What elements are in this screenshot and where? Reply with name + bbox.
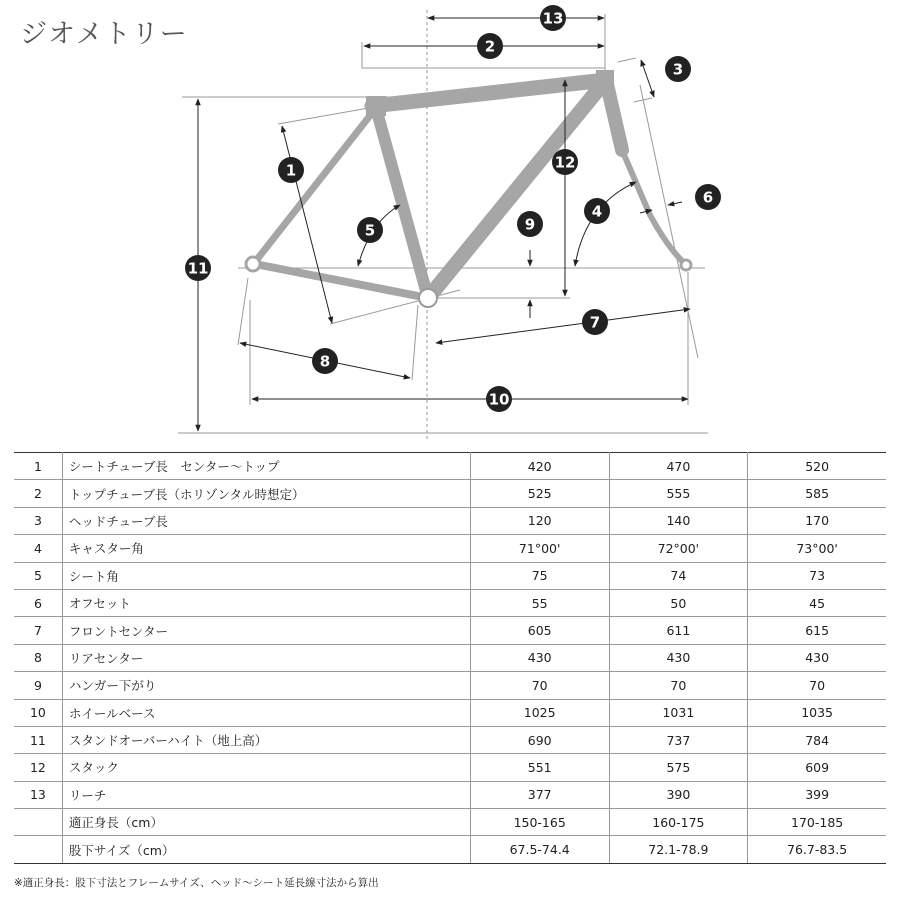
geometry-table [14,452,886,864]
size-2-value: 74 [609,562,748,589]
badge-6 [695,184,721,210]
table-row [14,617,886,644]
size-1-value: 551 [470,754,609,781]
size-3-value: 170 [748,507,886,534]
table-row [14,836,886,863]
size-2-value: 70 [609,672,748,699]
row-label: ハンガー下がり [62,672,470,699]
row-label: ヘッドチューブ長 [62,507,470,534]
size-3-value: 70 [748,672,886,699]
size-2-value: 737 [609,726,748,753]
size-2-value: 555 [609,480,748,507]
row-number: 3 [14,507,62,534]
table-row [14,644,886,671]
row-number: 13 [14,781,62,808]
footnote: ※適正身長：股下寸法とフレームサイズ、ヘッド〜シート延長線寸法から算出 [14,877,379,889]
size-1-value: 377 [470,781,609,808]
table-row [14,809,886,836]
badge-11-label: 11 [187,259,209,278]
row-number: 9 [14,672,62,699]
size-2-value: 611 [609,617,748,644]
badge-13-label: 13 [542,9,564,28]
badge-8-label: 8 [319,352,331,371]
table-row [14,754,886,781]
row-label: フロントセンター [62,617,470,644]
size-3-value: 615 [748,617,886,644]
table-row [14,507,886,534]
row-number: 8 [14,644,62,671]
badge-10-label: 10 [488,390,510,409]
row-number: 7 [14,617,62,644]
size-3-value: 520 [748,453,886,480]
row-label: リアセンター [62,644,470,671]
table-row [14,781,886,808]
size-3-value: 399 [748,781,886,808]
size-2-value: 1031 [609,699,748,726]
size-1-value: 1025 [470,699,609,726]
row-label: 股下サイズ（cm） [62,836,470,863]
rear-dropout [246,257,260,271]
page-title: ジオメトリー [20,19,188,50]
size-3-value: 73 [748,562,886,589]
size-3-value: 76.7-83.5 [748,836,886,863]
seat-cluster [366,96,386,116]
size-3-value: 585 [748,480,886,507]
size-1-value: 67.5-74.4 [470,836,609,863]
table-row [14,453,886,480]
badge-9-label: 9 [524,215,536,234]
size-2-value: 470 [609,453,748,480]
row-label: キャスター角 [62,535,470,562]
badge-5-label: 5 [364,221,376,240]
badge-12 [552,149,578,175]
badge-1 [278,157,304,183]
row-number: 11 [14,726,62,753]
size-3-value: 609 [748,754,886,781]
row-number: 12 [14,754,62,781]
size-1-value: 150-165 [470,809,609,836]
row-label: シートチューブ長 センター〜トップ [62,453,470,480]
row-label: リーチ [62,781,470,808]
size-3-value: 1035 [748,699,886,726]
row-number: 5 [14,562,62,589]
row-number: 4 [14,535,62,562]
row-number [14,836,62,863]
badge-10 [486,386,512,412]
table-row [14,726,886,753]
row-number: 2 [14,480,62,507]
row-label: シート角 [62,562,470,589]
table-row [14,589,886,616]
size-1-value: 75 [470,562,609,589]
size-2-value: 140 [609,507,748,534]
badge-2-label: 2 [484,37,496,56]
badge-4 [584,198,610,224]
row-number [14,809,62,836]
badge-1-label: 1 [285,161,297,180]
size-1-value: 525 [470,480,609,507]
row-label: スタンドオーバーハイト（地上高） [62,726,470,753]
size-1-value: 120 [470,507,609,534]
table-row [14,562,886,589]
size-1-value: 430 [470,644,609,671]
size-2-value: 50 [609,589,748,616]
table-row [14,699,886,726]
badge-7-label: 7 [589,313,601,332]
badge-9 [517,211,543,237]
size-1-value: 420 [470,453,609,480]
badge-7 [582,309,608,335]
size-1-value: 70 [470,672,609,699]
badge-4-label: 4 [591,202,603,221]
table-row [14,535,886,562]
badge-6-label: 6 [702,188,714,207]
row-number: 10 [14,699,62,726]
bottom-bracket [419,289,437,307]
size-2-value: 160-175 [609,809,748,836]
row-number: 6 [14,589,62,616]
row-label: ホイールベース [62,699,470,726]
table-row [14,480,886,507]
size-3-value: 45 [748,589,886,616]
badge-12-label: 12 [554,153,576,172]
size-1-value: 690 [470,726,609,753]
badge-2 [477,33,503,59]
badge-13 [540,5,566,31]
badge-3 [665,56,691,82]
size-1-value: 605 [470,617,609,644]
row-label: トップチューブ長（ホリゾンタル時想定） [62,480,470,507]
size-2-value: 72°00' [609,535,748,562]
row-label: オフセット [62,589,470,616]
bike-frame [255,80,686,298]
size-2-value: 72.1-78.9 [609,836,748,863]
head-top [596,70,614,86]
table-row [14,672,886,699]
badge-11 [185,255,211,281]
dimension-arrows [198,18,690,431]
front-dropout [681,260,691,270]
badge-5 [357,217,383,243]
size-2-value: 430 [609,644,748,671]
size-3-value: 430 [748,644,886,671]
size-3-value: 73°00' [748,535,886,562]
size-1-value: 71°00' [470,535,609,562]
reference-lines [178,14,708,433]
row-label: 適正身長（cm） [62,809,470,836]
row-number: 1 [14,453,62,480]
row-label: スタック [62,754,470,781]
size-2-value: 390 [609,781,748,808]
size-3-value: 170-185 [748,809,886,836]
size-1-value: 55 [470,589,609,616]
badge-8 [312,348,338,374]
size-2-value: 575 [609,754,748,781]
badge-3-label: 3 [672,60,684,79]
size-3-value: 784 [748,726,886,753]
